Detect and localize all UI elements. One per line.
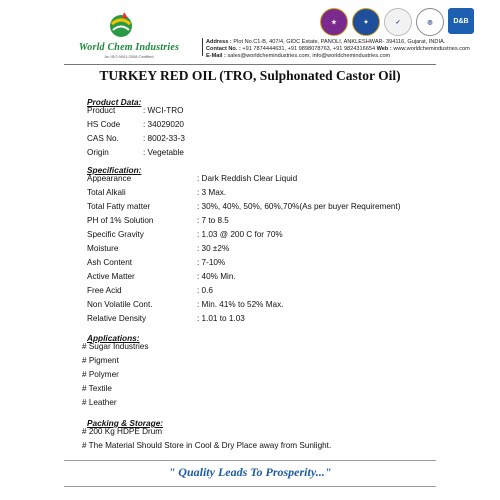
spec-key: Relative Density bbox=[87, 314, 147, 323]
spec-value: : Min. 41% to 52% Max. bbox=[197, 300, 284, 309]
spec-value: : 30 ±2% bbox=[197, 244, 230, 253]
product-data-heading: Product Data: bbox=[87, 97, 142, 107]
cas-no-key: CAS No. bbox=[87, 134, 119, 143]
sgs-seal-icon: ◎ bbox=[416, 8, 444, 36]
web-link[interactable]: www.worldchemindustries.com bbox=[393, 46, 470, 53]
list-item: # The Material Should Store in Cool & Dry Place away from Sunlight. bbox=[82, 441, 332, 450]
spec-value: : 7 to 8.5 bbox=[197, 216, 229, 225]
spec-key: Total Fatty matter bbox=[87, 202, 151, 211]
product-key: Product bbox=[87, 106, 116, 115]
list-item: # Polymer bbox=[82, 370, 119, 379]
certification-badges bbox=[320, 8, 474, 36]
spec-value: : 1.01 to 1.03 bbox=[197, 314, 245, 323]
spec-value: : 3 Max. bbox=[197, 188, 227, 197]
contact-block bbox=[206, 39, 496, 61]
company-name: World Chem Industries bbox=[78, 42, 180, 53]
packing-storage-heading: Packing & Storage: bbox=[87, 418, 164, 428]
contact-numbers: +91 7874444631, +91 9898078763, +91 9824316654 bbox=[242, 46, 376, 53]
spec-value: : 1.03 @ 200 C for 70% bbox=[197, 230, 283, 239]
address-line bbox=[206, 39, 496, 46]
spec-key: Free Acid bbox=[87, 286, 122, 295]
list-item: # Pigment bbox=[82, 356, 119, 365]
quality-seal-icon: ✓ bbox=[384, 8, 412, 36]
footer-top-rule bbox=[64, 460, 436, 461]
email-label: E-Mail : bbox=[206, 53, 226, 60]
spec-key: Non Volatile Cont. bbox=[87, 300, 153, 309]
product-value: : WCI-TRO bbox=[143, 106, 184, 115]
spec-key: Appearance bbox=[87, 174, 132, 183]
origin-key: Origin bbox=[87, 148, 109, 157]
footer-slogan: " Quality Leads To Prosperity..." bbox=[168, 465, 332, 479]
header-bottom-rule bbox=[64, 64, 436, 65]
contact-line bbox=[206, 46, 496, 53]
list-item: # Sugar Industries bbox=[82, 342, 149, 351]
spec-key: Total Alkali bbox=[87, 188, 126, 197]
spec-value: : 40% Min. bbox=[197, 272, 236, 281]
award-seal-icon: ★ bbox=[320, 8, 348, 36]
list-item: # 200 Kg HDPE Drum bbox=[82, 427, 163, 436]
iso-seal-icon: ✦ bbox=[352, 8, 380, 36]
company-logo bbox=[64, 10, 194, 62]
spec-key: PH of 1% Solution bbox=[87, 216, 154, 225]
spec-key: Active Matter bbox=[87, 272, 135, 281]
address-label: Address : bbox=[206, 39, 232, 45]
spec-value: : 0.6 bbox=[197, 286, 213, 295]
spec-key: Specific Gravity bbox=[87, 230, 144, 239]
spec-key: Moisture bbox=[87, 244, 119, 253]
hs-code-value: : 34029020 bbox=[143, 120, 184, 129]
contact-label: Contact No. : bbox=[206, 46, 241, 53]
document-title: TURKEY RED OIL (TRO, Sulphonated Castor Oil) bbox=[99, 68, 401, 83]
cas-no-value: : 8002-33-3 bbox=[143, 134, 185, 143]
globe-logo-icon bbox=[106, 10, 136, 40]
hs-code-key: HS Code bbox=[87, 120, 121, 129]
header-divider bbox=[202, 38, 203, 56]
applications-heading: Applications: bbox=[87, 333, 140, 343]
footer-bottom-rule bbox=[64, 486, 436, 487]
spec-value: : Dark Reddish Clear Liquid bbox=[197, 174, 298, 183]
list-item: # Textile bbox=[82, 384, 112, 393]
certification-text: An ISO 9001:2008 Certified bbox=[104, 54, 154, 59]
spec-key: Ash Content bbox=[87, 258, 133, 267]
address-text: Plot No.C1-B, 407/4, GIDC Estate, PANOLI, ANKLESHWAR- 394116, Gujarat, INDIA. bbox=[233, 39, 446, 45]
specification-heading: Specification: bbox=[87, 165, 142, 175]
list-item: # Leather bbox=[82, 398, 117, 407]
email-link[interactable]: sales@worldchemindustries.com, info@worldchemindustries.com bbox=[227, 53, 391, 60]
origin-value: : Vegetable bbox=[143, 148, 184, 157]
email-line bbox=[206, 53, 496, 60]
spec-value: : 30%, 40%, 50%, 60%,70%(As per buyer Requirement) bbox=[197, 202, 401, 211]
dnb-badge: D&B bbox=[448, 8, 474, 34]
spec-value: : 7-10% bbox=[197, 258, 226, 267]
web-label: Web : bbox=[376, 46, 392, 53]
